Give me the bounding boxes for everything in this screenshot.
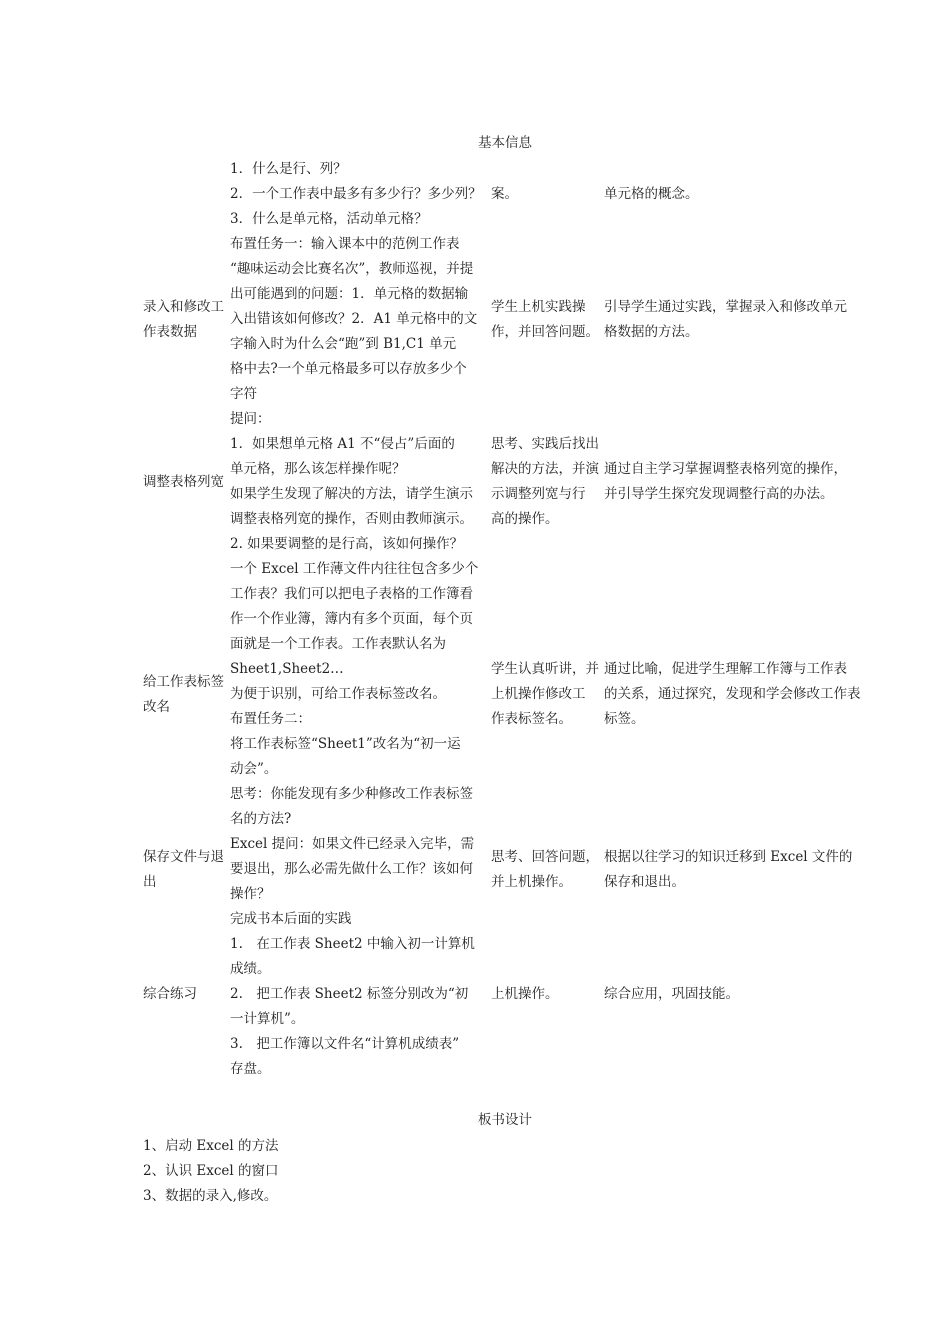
design-intent-cell <box>604 157 871 232</box>
text-line: 1．如果想单元格 A1 不“侵占”后面的 <box>230 436 455 452</box>
text-line: 作表标签名。 <box>491 711 572 727</box>
text-line: 上机操作。 <box>491 986 559 1002</box>
text-line: 作一个作业簿，簿内有多个页面，每个页 <box>230 611 473 627</box>
text-line: 要退出，那么必需先做什么工作？该如何 <box>230 861 473 877</box>
text-line: 保存文件与退 <box>143 848 224 865</box>
text-line: 学生认真听讲，并 <box>491 661 599 677</box>
text-line: 给工作表标签 <box>143 673 224 690</box>
text-line: 格数据的方法。 <box>604 323 699 340</box>
design-intent-cell <box>604 407 871 557</box>
student-activity-cell <box>491 232 604 407</box>
text-line: 标签。 <box>604 711 645 727</box>
text-line: 通过比喻，促进学生理解工作簿与工作表 <box>604 661 847 677</box>
text-line: 的关系，通过探究，发现和学会修改工作表 <box>604 686 861 702</box>
text-line: 作表数据 <box>143 323 197 340</box>
student-activity-cell <box>491 557 604 832</box>
text-line: 操作？ <box>230 886 271 902</box>
text-line: 上机操作修改工 <box>491 686 586 702</box>
text-line: 引导学生通过实践，掌握录入和修改单元 <box>604 298 847 315</box>
teacher-activity-cell <box>230 557 491 832</box>
text-line: 一个 Excel 工作薄文件内往往包含多少个 <box>230 561 479 577</box>
text-line: “趣味运动会比赛名次”，教师巡视，并提 <box>230 261 474 277</box>
design-intent-cell <box>604 557 871 832</box>
text-line: 2. 把工作表 Sheet2 标签分别改为“初 <box>230 986 469 1002</box>
topic-cell <box>143 907 230 1082</box>
design-intent-cell <box>604 832 871 907</box>
text-line: 出 <box>143 873 157 890</box>
text-line: 工作表？我们可以把电子表格的工作簿看 <box>230 586 473 602</box>
text-line: 3．什么是单元格，活动单元格？ <box>230 211 428 227</box>
text-line: 动会”。 <box>230 761 278 777</box>
design-intent-cell <box>604 907 871 1082</box>
text-line: 2. 如果要调整的是行高，该如何操作？ <box>230 536 464 552</box>
text-line: 综合练习 <box>143 986 197 1002</box>
topic-cell <box>143 832 230 907</box>
topic-cell <box>143 157 230 232</box>
text-line: 通过自主学习掌握调整表格列宽的操作， <box>604 461 847 477</box>
text-line: 3. 把工作簿以文件名“计算机成绩表” <box>230 1036 460 1052</box>
text-line: 一计算机”。 <box>230 1011 305 1027</box>
teacher-activity-cell <box>230 832 491 907</box>
text-line: 如果学生发现了解决的方法，请学生演示 <box>230 486 473 502</box>
text-line: 综合应用，巩固技能。 <box>604 986 739 1002</box>
table-row <box>143 907 871 1082</box>
text-line: 面就是一个工作表。工作表默认名为 <box>230 636 446 652</box>
student-activity-cell <box>491 832 604 907</box>
text-line: 入出错该如何修改？2．A1 单元格中的文 <box>230 311 478 327</box>
student-activity-cell <box>491 407 604 557</box>
board-item: 2、认识 Excel 的窗口 <box>143 1163 279 1179</box>
text-line: 案。 <box>491 186 518 202</box>
text-line: 思考、回答问题， <box>491 848 599 865</box>
text-line: Sheet1,Sheet2… <box>230 661 344 677</box>
design-intent-cell <box>604 232 871 407</box>
basic-info-heading: 基本信息 <box>478 135 532 151</box>
text-line: 录入和修改工 <box>143 298 224 315</box>
board-design-list <box>143 1134 643 1209</box>
text-line: 改名 <box>143 698 170 715</box>
table-row <box>143 557 871 832</box>
teacher-activity-cell <box>230 907 491 1082</box>
text-line: 将工作表标签“Sheet1”改名为“初一运 <box>230 736 461 752</box>
text-line: 高的操作。 <box>491 511 559 527</box>
text-line: 解决的方法，并演 <box>491 461 599 477</box>
text-line: 思考、实践后找出 <box>491 436 599 452</box>
text-line: 1. 在工作表 Sheet2 中输入初一计算机 <box>230 936 475 952</box>
text-line: 存盘。 <box>230 1061 271 1077</box>
board-item: 3、数据的录入,修改。 <box>143 1188 278 1204</box>
topic-cell <box>143 232 230 407</box>
board-design-heading: 板书设计 <box>478 1112 532 1128</box>
text-line: 单元格的概念。 <box>604 186 699 202</box>
text-line: 1．什么是行、列？ <box>230 161 347 177</box>
topic-cell <box>143 557 230 832</box>
text-line: 布置任务二： <box>230 711 311 727</box>
text-line: 学生上机实践操 <box>491 298 586 315</box>
text-line: Excel 提问：如果文件已经录入完毕，需 <box>230 836 475 852</box>
text-line: 思考：你能发现有多少种修改工作表标签 <box>230 786 473 802</box>
text-line: 提问： <box>230 411 271 427</box>
text-line: 格中去?一个单元格最多可以存放多少个 <box>230 361 467 377</box>
text-line: 调整表格列宽的操作，否则由教师演示。 <box>230 511 473 527</box>
teacher-activity-cell <box>230 157 491 232</box>
teacher-activity-cell <box>230 232 491 407</box>
teacher-activity-cell <box>230 407 491 557</box>
text-line: 成绩。 <box>230 961 271 977</box>
text-line: 名的方法? <box>230 811 292 827</box>
text-line: 2．一个工作表中最多有多少行？多少列？ <box>230 186 482 202</box>
text-line: 保存和退出。 <box>604 873 685 890</box>
text-line: 示调整列宽与行 <box>491 486 586 502</box>
text-line: 为便于识别，可给工作表标签改名。 <box>230 686 446 702</box>
text-line: 字符 <box>230 386 257 402</box>
text-line: 并引导学生探究发现调整行高的办法。 <box>604 486 834 502</box>
text-line: 布置任务一：输入课本中的范例工作表 <box>230 236 460 252</box>
table-row <box>143 407 871 557</box>
text-line: 根据以往学习的知识迁移到 Excel 文件的 <box>604 848 853 865</box>
text-line: 出可能遇到的问题：1．单元格的数据输 <box>230 286 469 302</box>
lesson-table <box>143 157 871 1082</box>
board-item: 1、启动 Excel 的方法 <box>143 1138 279 1154</box>
topic-cell <box>143 407 230 557</box>
text-line: 调整表格列宽 <box>143 473 224 490</box>
text-line: 完成书本后面的实践 <box>230 911 352 927</box>
text-line: 作，并回答问题。 <box>491 323 599 340</box>
table-row <box>143 232 871 407</box>
student-activity-cell <box>491 157 604 232</box>
text-line: 字输入时为什么会“跑”到 B1,C1 单元 <box>230 336 457 352</box>
text-line: 并上机操作。 <box>491 873 572 890</box>
table-row <box>143 157 871 232</box>
text-line: 单元格，那么该怎样操作呢？ <box>230 461 406 477</box>
table-row <box>143 832 871 907</box>
student-activity-cell <box>491 907 604 1082</box>
